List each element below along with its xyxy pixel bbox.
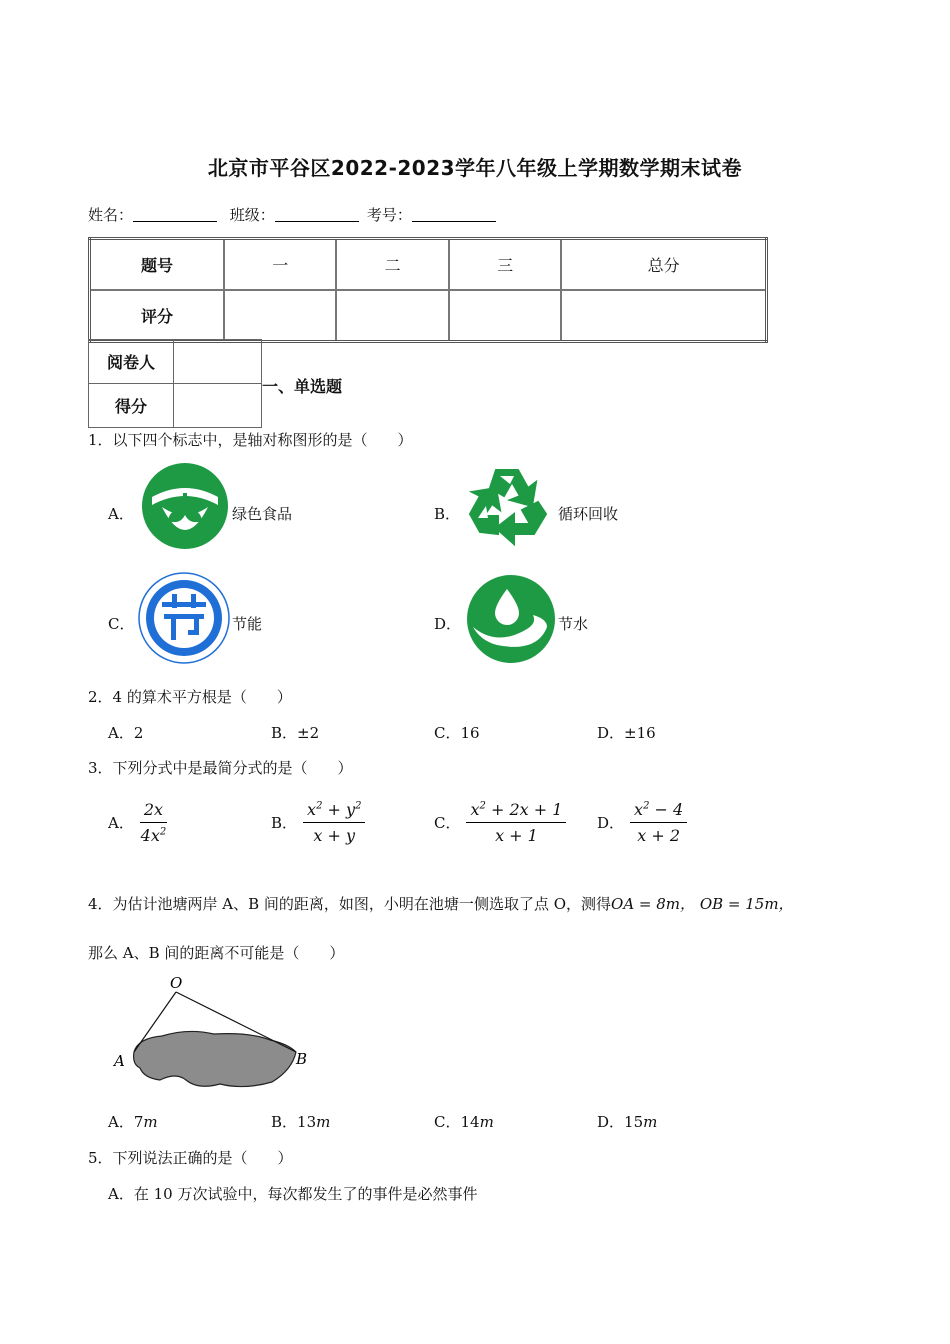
q1-option-b-caption: 循环回收: [558, 505, 619, 523]
score-cell[interactable]: [561, 290, 766, 342]
q3-option-b-letter: B．: [271, 814, 298, 832]
q1-option-c-letter[interactable]: C．: [108, 615, 135, 633]
id-label: 考号：: [366, 206, 412, 224]
score-header-cell: 二: [336, 239, 448, 291]
page-title: 北京市平谷区2022-2023学年八年级上学期数学期末试卷: [207, 156, 743, 180]
recycle-logo-icon: [466, 462, 556, 550]
q1-option-d-letter[interactable]: D．: [434, 615, 462, 633]
point-b-label: B: [296, 1050, 308, 1068]
score-table-score-row: [90, 290, 767, 342]
ob-value: OB = 15m，: [699, 895, 794, 913]
oa-value: OA = 8m，: [611, 895, 696, 913]
q4-option-d-unit: m: [643, 1113, 658, 1131]
q3-option-c-letter: C．: [434, 814, 461, 832]
class-field[interactable]: [275, 207, 359, 222]
point-a-label: A: [114, 1052, 125, 1070]
q4-option-a[interactable]: [108, 1111, 158, 1132]
q1-option-a-caption: 绿色食品: [232, 505, 293, 523]
q1-option-a-letter[interactable]: A．: [108, 505, 134, 523]
reviewer-cell[interactable]: [174, 340, 262, 384]
fraction-d: $\frac{x^2 - 4}{x + 2}$: [630, 800, 687, 845]
point-o-label: O: [170, 974, 183, 992]
q4-option-a-value: 7: [133, 1113, 144, 1131]
score-header-cell: 总分: [561, 239, 766, 291]
reviewer-score-cell[interactable]: [174, 384, 262, 428]
q3-option-c[interactable]: [434, 800, 566, 845]
score-table: [88, 237, 768, 343]
q4-option-d-value: 15: [624, 1113, 644, 1131]
q2-option-b[interactable]: B．±2: [271, 724, 320, 742]
score-header-cell: 题号: [90, 239, 225, 291]
q4-option-a-letter: A．: [108, 1113, 134, 1131]
q1-option-c-caption: 节能: [232, 615, 263, 633]
q3-option-d-letter: D．: [597, 814, 625, 832]
question-2: 2．4 的算术平方根是（ ）: [88, 688, 292, 706]
score-header-cell: 三: [449, 239, 561, 291]
q4-option-b-letter: B．: [271, 1113, 298, 1131]
question-4-line-1: [88, 893, 794, 914]
fraction-a: $\frac{2x}{4x^2}$: [140, 800, 167, 845]
q4-option-c-unit: m: [479, 1113, 494, 1131]
q1-option-b-letter[interactable]: B．: [434, 505, 461, 523]
q3-option-b[interactable]: [271, 800, 365, 845]
q4-option-c-letter: C．: [434, 1113, 461, 1131]
q4-option-b-value: 13: [297, 1113, 317, 1131]
reviewer-score-label: 得分: [89, 384, 174, 428]
q4-option-c[interactable]: [434, 1111, 494, 1132]
water-saving-logo-icon: [467, 575, 555, 663]
score-row-label: 评分: [90, 290, 225, 342]
class-label: 班级：: [229, 206, 275, 224]
section-heading: 一、单选题: [262, 377, 343, 396]
q4-option-d[interactable]: [597, 1111, 657, 1132]
question-4-line-2: 那么 A、B 间的距离不可能是（ ）: [88, 944, 345, 962]
q4-option-d-letter: D．: [597, 1113, 625, 1131]
q3-option-a-letter: A．: [108, 814, 134, 832]
energy-saving-logo-icon: [138, 572, 230, 664]
question-1: 1．以下四个标志中，是轴对称图形的是（ ）: [88, 431, 413, 449]
q3-option-d[interactable]: [597, 800, 687, 845]
green-food-logo-icon: [142, 463, 228, 549]
reviewer-table: [88, 339, 262, 428]
q1-option-d-caption: 节水: [558, 615, 589, 633]
pond-diagram: [110, 972, 325, 1097]
question-3: 3．下列分式中是最简分式的是（ ）: [88, 759, 353, 777]
q4-option-b-unit: m: [316, 1113, 331, 1131]
q2-option-d[interactable]: D．±16: [597, 724, 656, 742]
q2-option-a[interactable]: A．2: [108, 724, 144, 742]
question-4-text: 4．为估计池塘两岸 A、B 间的距离，如图，小明在池塘一侧选取了点 O，测得: [88, 895, 612, 913]
question-5: 5．下列说法正确的是（ ）: [88, 1149, 293, 1167]
name-label: 姓名：: [88, 206, 134, 224]
name-field[interactable]: [133, 207, 217, 222]
score-cell[interactable]: [336, 290, 448, 342]
score-table-header-row: [90, 239, 767, 291]
q5-option-a[interactable]: A．在 10 万次试验中，每次都发生了的事件是必然事件: [108, 1185, 478, 1203]
reviewer-label: 阅卷人: [89, 340, 174, 384]
fraction-b: $\frac{x^2 + y^2}{x + y}$: [303, 800, 365, 845]
score-cell[interactable]: [224, 290, 336, 342]
fraction-c: $\frac{x^2 + 2x + 1}{x + 1}$: [466, 800, 566, 845]
student-info: [88, 204, 504, 225]
q4-option-b[interactable]: [271, 1111, 330, 1132]
id-field[interactable]: [412, 207, 496, 222]
score-header-cell: 一: [224, 239, 336, 291]
q4-option-a-unit: m: [143, 1113, 158, 1131]
score-cell[interactable]: [449, 290, 561, 342]
q3-option-a[interactable]: [108, 800, 167, 845]
q4-option-c-value: 14: [460, 1113, 480, 1131]
q2-option-c[interactable]: C．16: [434, 724, 480, 742]
